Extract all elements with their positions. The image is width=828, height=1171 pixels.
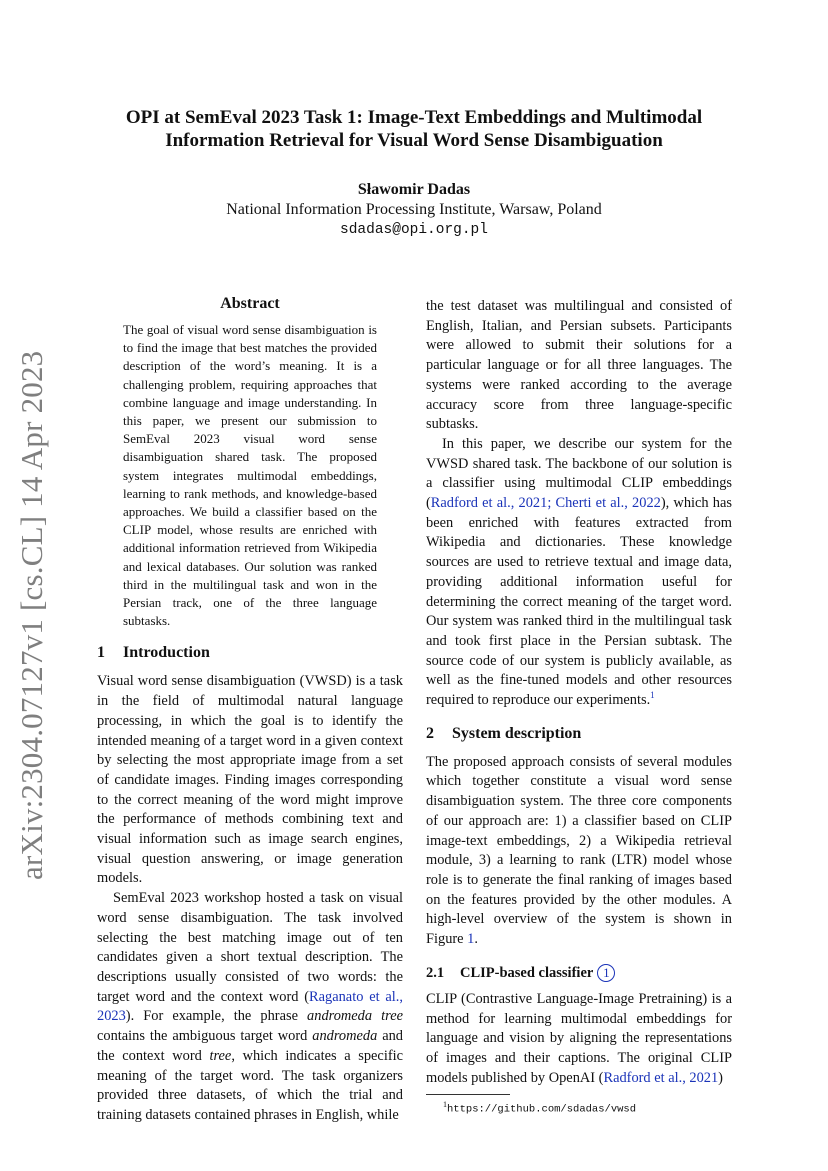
text-run: SemEval 2023 workshop hosted a task on visual word sense disambiguation. The task involved selecting the best matching image out of ten candidates given a short textual description. The descriptions usually consisted of two words: the target word and the context word ( bbox=[97, 890, 403, 1005]
text-run: ). For example, the phrase bbox=[125, 1008, 308, 1025]
section-number: 2 bbox=[426, 724, 434, 742]
paper-title bbox=[90, 106, 738, 152]
abstract-text: The goal of visual word sense disambiguation is to find the image that best matches the provided description of the word’s meaning. It is a challenging problem, requiring approaches that combine language and image understanding. In this paper, we present our submission to SemEval 2023 visual word sense disambiguation shared task. The proposed system integrates multimodal embeddings, learning to rank methods, and knowledge-based approaches. We build a classifier based on the CLIP model, whose results are enriched with additional information retrieved from Wikipedia and lexical databases. Our solution was ranked third in the multilingual task and won in the Persian track, one of the three language subtasks. bbox=[123, 322, 377, 629]
section-heading-system-description bbox=[426, 725, 732, 743]
subsection-number: 2.1 bbox=[426, 964, 445, 981]
text-run: contains the ambiguous target word bbox=[97, 1028, 313, 1045]
text-run: In this paper, we describe our system for the VWSD shared task. The backbone of our solution is a classifier using multimodal CLIP embeddings ( bbox=[426, 435, 732, 512]
title-line-1: OPI at SemEval 2023 Task 1: Image-Text Embeddings and Multimodal bbox=[125, 107, 703, 128]
text-run: ), which has been enriched with features extracted from Wikipedia and dictionaries. These knowledge sources are used to retrieve textual and image data, providing additional information useful for determining the correct meaning of the target word. Our system was ranked third in the multilingual task and took first place in the Persian subtask. The source code of our system is publicly available, as well as the fine-tuned models and other resources required to reproduce our experiments. bbox=[426, 495, 732, 709]
footnote-url-link[interactable]: https://github.com/sdadas/vwsd bbox=[447, 1103, 637, 1116]
section-number: 1 bbox=[97, 644, 105, 662]
citation-separator: ; bbox=[547, 495, 556, 512]
intro-paragraph-2 bbox=[97, 889, 403, 1125]
intro-paragraph-4 bbox=[426, 435, 732, 711]
citation-link[interactable]: Radford et al., 2021 bbox=[603, 1069, 719, 1086]
text-run: CLIP (Contrastive Language-Image Pretraining) is a method for learning multimodal embeddings for language and vision by aligning the representations of images and their captions. The original CLIP models published by OpenAI ( bbox=[426, 990, 732, 1086]
footnote-marker[interactable]: 1 bbox=[650, 690, 655, 701]
intro-paragraph-3: the test dataset was multilingual and consisted of English, Italian, and Persian subsets. Participants were allowed to submit their solutions for a particular language or for all three languages. The systems were ranked according to the average accuracy score from three language-specific subtasks. bbox=[426, 298, 732, 433]
subsection-heading-clip bbox=[426, 964, 732, 982]
citation-link[interactable]: Raganato et al., 2023 bbox=[97, 988, 403, 1025]
emphasis: andromeda bbox=[312, 1028, 378, 1045]
author-block bbox=[90, 180, 738, 240]
citation-link[interactable]: Cherti et al., 2022 bbox=[555, 495, 661, 512]
right-column bbox=[426, 297, 732, 1116]
text-run: The proposed approach consists of several modules which together constitute a visual word sense disambiguation system. The three core components of our approach are: 1) a classifier based on CLIP image-text embeddings, 2) a Wikipedia retrieval module, 3) a learning to rank (LTR) model whose role is to generate the final ranking of images based on the features provided by the other modules. A high-level overview of the system is shown in Figure bbox=[426, 753, 732, 948]
clip-paragraph-1 bbox=[426, 990, 732, 1089]
section-title: Introduction bbox=[123, 644, 210, 662]
subsection-title: CLIP-based classifier bbox=[460, 964, 594, 981]
intro-paragraph-1: Visual word sense disambiguation (VWSD) is a task in the field of multimodal natural language processing, in which the goal is to identify the intended meaning of a target word in a given context by selecting the most appropriate image from a set of candidate images. Finding images corresponding to the correct meaning of the word might improve the performance of methods combining text and visual information such as image search engines, visual question answering, or image generation models. bbox=[97, 673, 403, 887]
abstract-heading: Abstract bbox=[220, 295, 280, 312]
system-paragraph-1 bbox=[426, 753, 732, 950]
text-run: and the context word bbox=[97, 1028, 403, 1064]
citation-link[interactable]: Radford et al., 2021 bbox=[430, 495, 548, 512]
footnote bbox=[426, 1100, 732, 1116]
section-heading-introduction bbox=[97, 644, 403, 662]
text-run: , which indicates a specific meaning of the target word. The task organizers provided three datasets, of which the trial and training datasets contained phrases in English, while bbox=[97, 1047, 403, 1123]
figure-reference-link[interactable]: 1 bbox=[467, 931, 475, 948]
footnote-number: 1 bbox=[443, 1100, 447, 1110]
circled-number-one[interactable]: 1 bbox=[597, 964, 615, 982]
text-run: ) bbox=[718, 1069, 723, 1086]
footnote-rule bbox=[426, 1094, 510, 1095]
author-affiliation: National Information Processing Institute, Warsaw, Poland bbox=[226, 201, 602, 218]
arxiv-watermark: arXiv:2304.07127v1 [cs.CL] 14 Apr 2023 bbox=[14, 350, 49, 880]
emphasis: tree bbox=[209, 1047, 232, 1064]
author-email: sdadas@opi.org.pl bbox=[340, 222, 488, 238]
author-name: Sławomir Dadas bbox=[357, 181, 471, 198]
section-title: System description bbox=[452, 724, 582, 742]
emphasis: andromeda tree bbox=[307, 1008, 403, 1025]
text-run: . bbox=[474, 931, 478, 948]
left-column bbox=[97, 295, 403, 1126]
title-line-2: Information Retrieval for Visual Word Sense Disambiguation bbox=[165, 130, 663, 151]
